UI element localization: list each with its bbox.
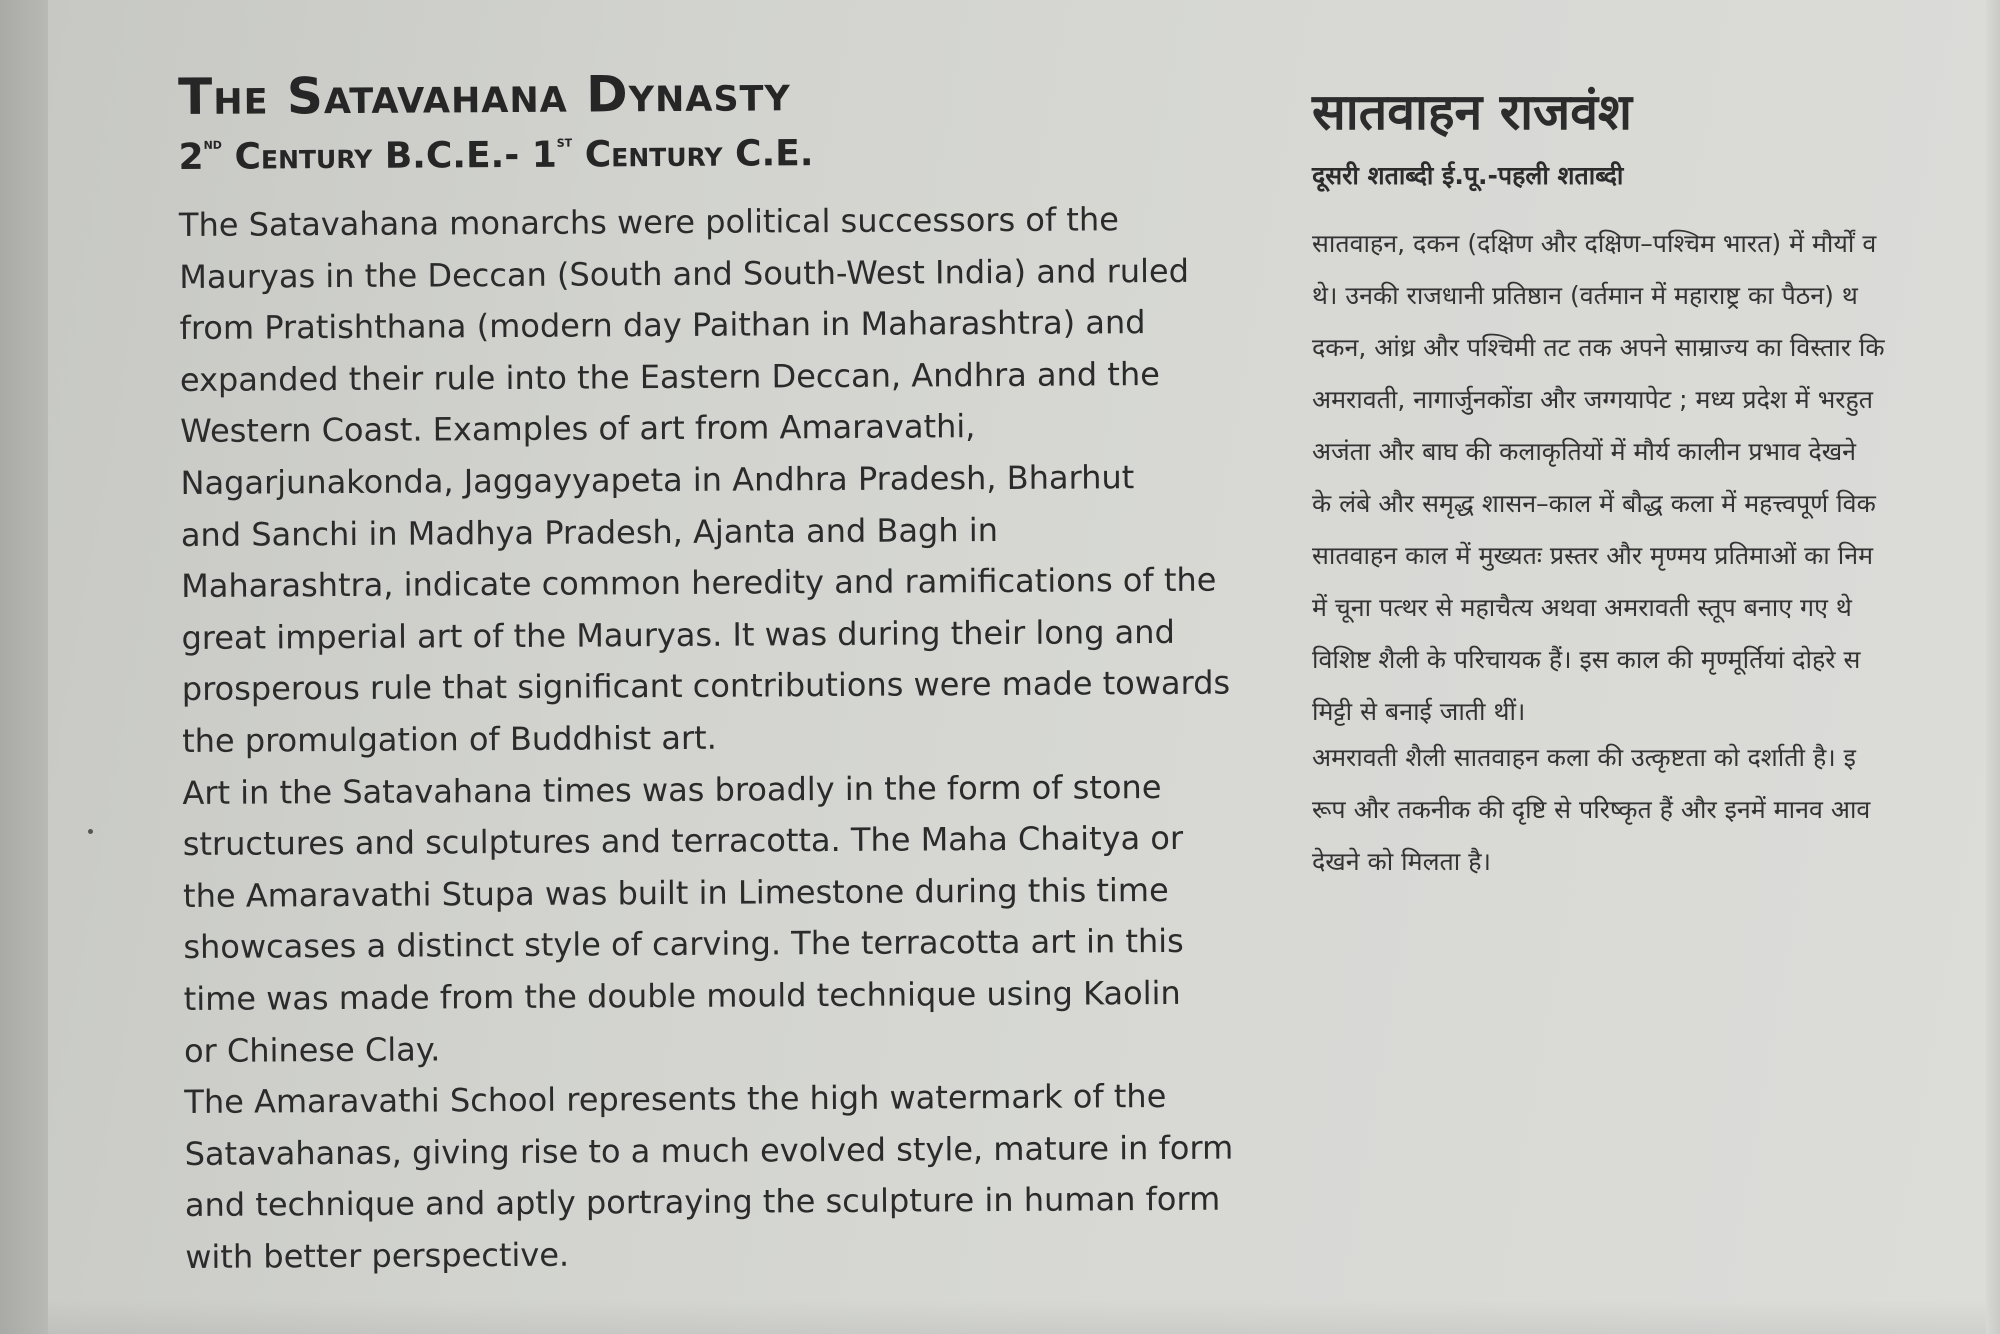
hindi-line: मिट्टी से बनाई जाती थीं। bbox=[1312, 697, 1526, 726]
subtitle-superscript: nd bbox=[203, 133, 222, 153]
english-line: expanded their rule into the Eastern Deccan, Andhra and the bbox=[179, 354, 1160, 399]
english-line: the Amaravathi Stupa was built in Limestone during this time bbox=[182, 870, 1169, 915]
subtitle-part: Century C.E. bbox=[572, 133, 814, 176]
panel-shadow bbox=[48, 1300, 2000, 1334]
english-line: Western Coast. Examples of art from Amaravathi, bbox=[180, 407, 976, 451]
hindi-line: सातवाहन, दकन (दक्षिण और दक्षिण–पश्चिम भारत) में मौर्यों व bbox=[1312, 229, 1877, 258]
english-line: Art in the Satavahana times was broadly in the form of stone bbox=[182, 767, 1162, 812]
english-line: structures and sculptures and terracotta. The Maha Chaitya or bbox=[182, 819, 1184, 864]
hindi-line: रूप और तकनीक की दृष्टि से परिष्कृत हैं और इनमें मानव आव bbox=[1312, 795, 1871, 824]
english-line: Satavahanas, giving rise to a much evolved style, mature in form bbox=[184, 1128, 1234, 1173]
english-subtitle bbox=[178, 124, 1238, 186]
english-line: Maharashtra, indicate common heredity and ramifications of the bbox=[181, 560, 1217, 606]
hindi-line: अजंता और बाघ की कलाकृतियों में मौर्य कालीन प्रभाव देखने bbox=[1312, 437, 1857, 466]
english-title: The Satavahana Dynasty bbox=[178, 64, 791, 126]
english-line: The Satavahana monarchs were political successors of the bbox=[178, 200, 1119, 244]
subtitle-superscript: st bbox=[556, 131, 573, 151]
subtitle-part: 2 bbox=[178, 136, 204, 178]
english-line: with better perspective. bbox=[185, 1235, 570, 1276]
english-line: the promulgation of Buddhist art. bbox=[182, 718, 717, 760]
english-text-column bbox=[178, 58, 1245, 1284]
wall-speck bbox=[88, 829, 93, 834]
hindi-line: थे। उनकी राजधानी प्रतिष्ठान (वर्तमान में महाराष्ट्र का पैठन) थ bbox=[1312, 281, 1858, 310]
english-line: prosperous rule that significant contributions were made towards bbox=[181, 663, 1231, 709]
english-body bbox=[179, 194, 1246, 1284]
hindi-line: विशिष्ट शैली के परिचायक हैं। इस काल की मृण्मूर्तियां दोहरे स bbox=[1312, 645, 1861, 674]
english-line: and technique and aptly portraying the sculpture in human form bbox=[184, 1179, 1221, 1225]
hindi-text-column bbox=[1312, 72, 2000, 888]
english-line: time was made from the double mould technique using Kaolin bbox=[183, 973, 1181, 1018]
hindi-title: सातवाहन राजवंश bbox=[1312, 83, 1633, 141]
english-line: and Sanchi in Madhya Pradesh, Ajanta and Bagh in bbox=[180, 510, 999, 554]
hindi-body bbox=[1312, 218, 2000, 888]
hindi-line: देखने को मिलता है। bbox=[1312, 847, 1491, 876]
english-line: Mauryas in the Deccan (South and South-West India) and ruled bbox=[179, 251, 1190, 296]
hindi-subtitle: दूसरी शताब्दी ई.पू.-पहली शताब्दी bbox=[1312, 161, 1624, 190]
english-line: showcases a distinct style of carving. The terracotta art in this bbox=[183, 922, 1184, 967]
hindi-line: अमरावती शैली सातवाहन कला की उत्कृष्टता को दर्शाती है। इ bbox=[1312, 743, 1856, 772]
hindi-line: दकन, आंध्र और पश्चिमी तट तक अपने साम्राज्य का विस्तार कि bbox=[1312, 333, 1885, 362]
english-line: great imperial art of the Mauryas. It was during their long and bbox=[181, 612, 1175, 657]
english-line: Nagarjunakonda, Jaggayyapeta in Andhra Pradesh, Bharhut bbox=[180, 458, 1135, 502]
hindi-line: सातवाहन काल में मुख्यतः प्रस्तर और मृण्मय प्रतिमाओं का निम bbox=[1312, 541, 1874, 570]
hindi-line: के लंबे और समृद्ध शासन–काल में बौद्ध कला में महत्त्वपूर्ण विक bbox=[1312, 489, 1876, 518]
english-line: or Chinese Clay. bbox=[183, 1029, 441, 1070]
hindi-line: में चूना पत्थर से महाचैत्य अथवा अमरावती स्तूप बनाए गए थे bbox=[1312, 593, 1852, 622]
english-line: from Pratishthana (modern day Paithan in Maharashtra) and bbox=[179, 303, 1146, 348]
subtitle-part: Century B.C.E.- 1 bbox=[221, 134, 557, 178]
english-line: The Amaravathi School represents the high watermark of the bbox=[184, 1077, 1167, 1122]
hindi-line: अमरावती, नागार्जुनकोंडा और जग्गयापेट ; मध्य प्रदेश में भरहुत bbox=[1312, 385, 1874, 414]
